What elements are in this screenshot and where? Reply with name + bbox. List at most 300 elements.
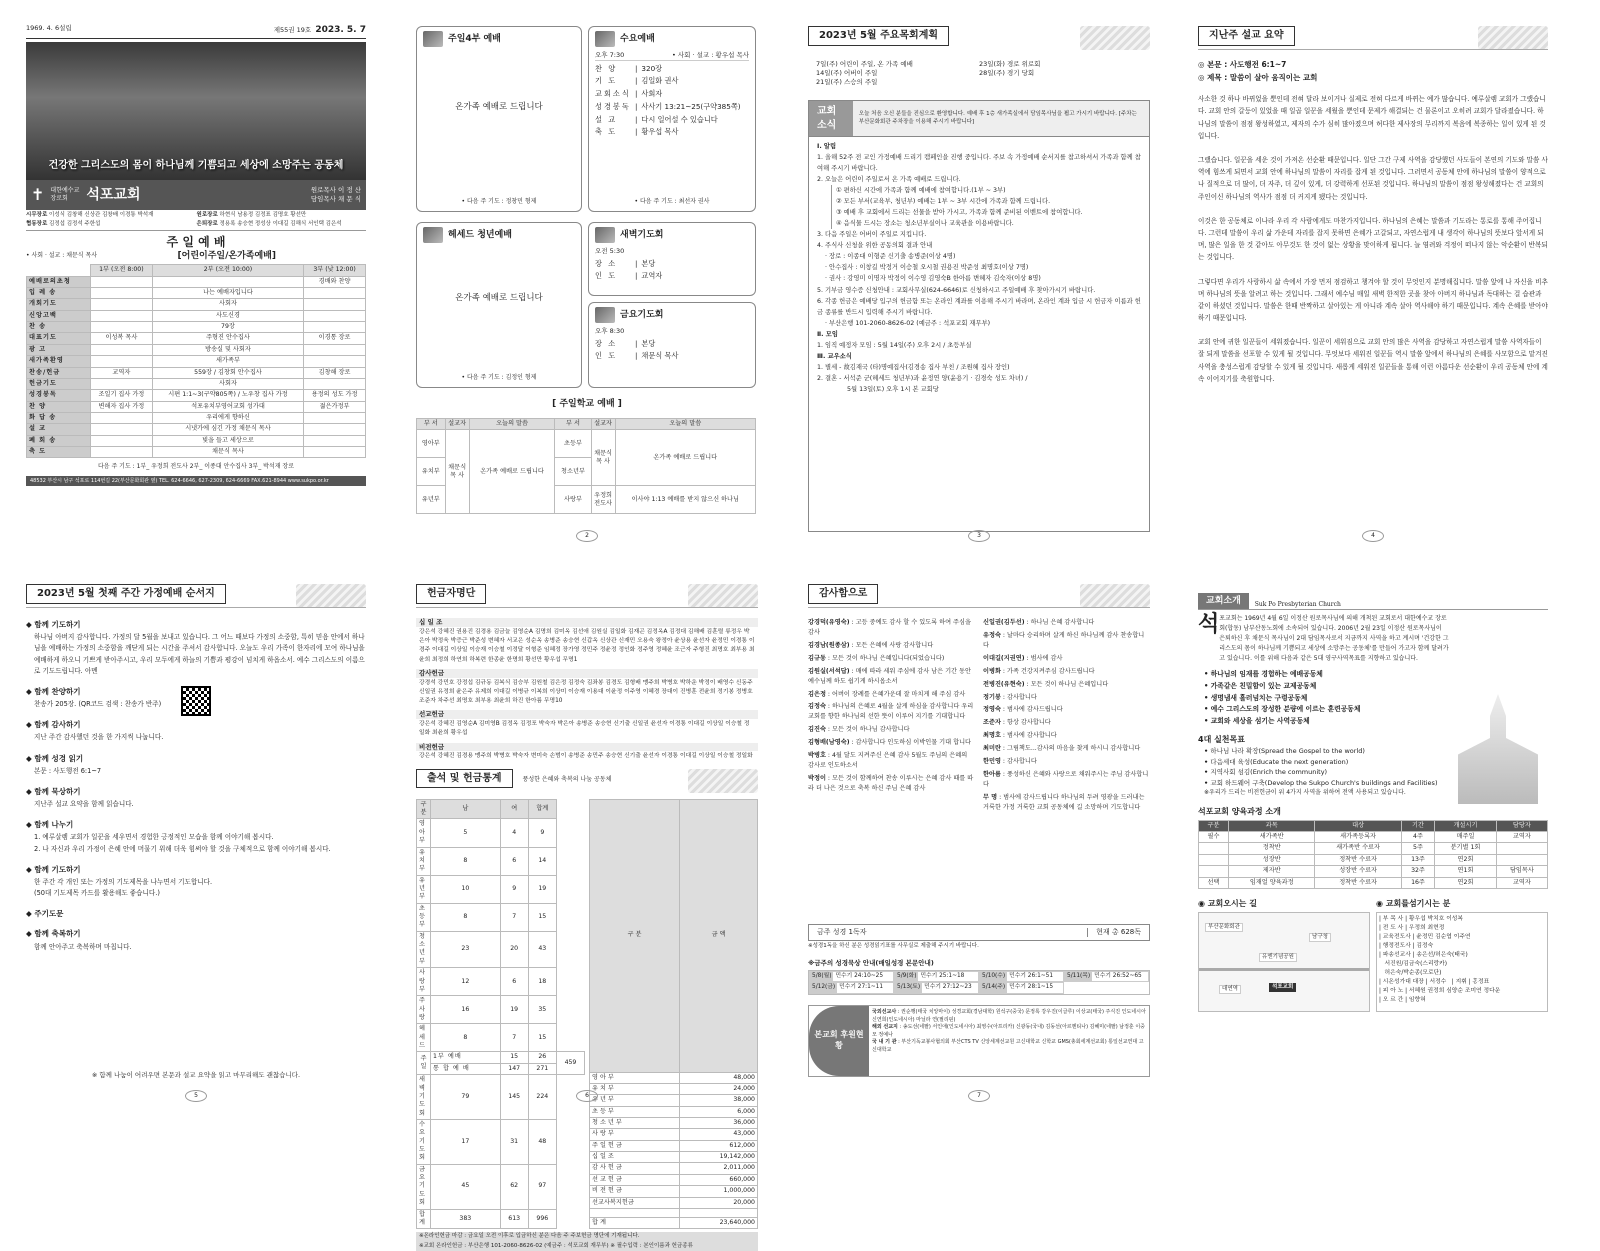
row-value: 김일화 권사 xyxy=(641,76,679,86)
att-cell: 996 xyxy=(528,1209,556,1229)
mission-row xyxy=(872,1009,1146,1024)
guide-date: 5/9(화) xyxy=(895,972,918,982)
thanks-entry xyxy=(983,744,1150,754)
off-cell: 영 아 부 xyxy=(590,1072,680,1083)
thanks-name: 김형배(남영숙) xyxy=(808,739,850,747)
thanks-sep: : xyxy=(825,690,832,698)
attendance-table xyxy=(416,799,585,1230)
mission-sep: : xyxy=(897,1024,903,1031)
thanks-name: 최명호 xyxy=(983,732,1001,740)
off-cell: 38,000 xyxy=(680,1095,758,1106)
b3-msg: 온가족 예배로 드립니다 xyxy=(455,293,543,303)
thanks-name: 이대길(지권연) xyxy=(983,654,1025,662)
order-value: 주형진 안수집사 xyxy=(152,333,303,344)
page-2-services xyxy=(416,26,758,544)
news-h3: Ⅲ. 교우소식 xyxy=(817,352,852,360)
col-2: 2부 (오전 10:00) xyxy=(152,265,303,276)
worship-order-row xyxy=(27,288,366,299)
edu-cell: 제자반 xyxy=(1229,866,1315,877)
offering-group-title: 비전헌금 xyxy=(416,743,758,752)
edu-cell: 16주 xyxy=(1401,877,1434,888)
worship-order-row xyxy=(27,447,366,458)
edu-cell: 매주일 xyxy=(1435,832,1497,843)
b2-time: 오후 7:30 xyxy=(595,51,625,59)
mission-row xyxy=(872,1024,1146,1039)
service-row xyxy=(595,127,749,137)
order-value: 새가족부 xyxy=(152,356,303,367)
worship-order-row xyxy=(27,412,366,423)
thanks-title: 감사함으로 xyxy=(808,584,878,604)
att-cell: 15 xyxy=(528,903,556,931)
thanks-sep: : xyxy=(825,726,832,734)
sarang-msg: 이사야 1:13 예배를 받지 않으신 하나님 xyxy=(615,486,755,514)
order-value xyxy=(91,276,153,287)
offering-group-title: 선교헌금 xyxy=(416,710,758,719)
worship-subtitle: [어린이주일/온가족예배] xyxy=(177,251,276,262)
service-row xyxy=(595,115,749,125)
thanks-text: 모든 것이 하나님 감사합니다 xyxy=(831,726,910,734)
home-step-body: 함께 안아주고 축복하며 마칩니다. xyxy=(34,942,132,951)
verse-label: 금주 성경 1독자 xyxy=(817,928,867,936)
order-value xyxy=(91,447,153,458)
online-note-1: ※온라인헌금 마감 : 금요일 오전 이후로 입금하신 분은 다음 주 주보헌금 명단에 기재됩니다. xyxy=(416,1232,758,1241)
staff2-label: 원로장로 xyxy=(196,212,218,219)
thanks-sep: : xyxy=(1000,667,1007,675)
serve-row: 서진원/김금숙(스리랑카) xyxy=(1379,960,1448,967)
prayer-icon xyxy=(595,307,615,323)
att-cell: 7 xyxy=(500,903,528,931)
service-row xyxy=(595,76,749,86)
att-cell: 4 xyxy=(500,819,528,847)
guide-text: 민수기 28:1~15 xyxy=(1009,984,1054,991)
news-title: 교회소식 xyxy=(809,101,853,136)
guide-text: 민수기 25:1~18 xyxy=(920,972,965,979)
thanks-text: 모든 것이 함께하여 찬송 이루시는 은혜 감사 때를 따라 더 나은 것으로 축복 하신 주님 은혜 감사 xyxy=(808,774,974,792)
home-step-body: 하나님 아버지 감사합니다. 가정의 달 5월을 보내고 있습니다. 그 어느 때보다 가정의 소중함, 특히 믿음 안에서 하나님을 예배하는 가정의 소중함을 깨닫게 되는 시간을 주셔서 감사합니다. 오늘도 우리 가족이 한자리에 모여 하나님을 예배하게 하오니 기쁘게 받아주시고, 우리 모두에게 하늘의 기쁨과 평강이 넘치게 하옵소서. 예수 그리스도의 이름으로 기도드립니다. 아멘 xyxy=(34,633,365,675)
order-item: 개회기도 xyxy=(27,299,91,310)
order-value: 교역자 xyxy=(91,367,153,378)
edu-head: 담당자 xyxy=(1496,820,1547,831)
order-value xyxy=(304,322,366,333)
thanks-entry xyxy=(983,705,1150,715)
order-item: 찬 양 xyxy=(27,401,91,412)
off-cell: 선교사복지헌금 xyxy=(590,1197,680,1208)
b1-title: 주일4부 예배 xyxy=(448,33,501,44)
edu-cell: 교역자 xyxy=(1496,877,1547,888)
staff1-label: 시무장로 xyxy=(26,212,48,219)
edu-head: 개설시기 xyxy=(1435,820,1497,831)
dept-l2: 유년부 xyxy=(417,486,446,514)
worship-order-table xyxy=(26,264,366,458)
att-cell: 5 xyxy=(431,819,501,847)
page-number-7: 7 xyxy=(968,1090,990,1102)
row-key: 축 도 xyxy=(595,127,618,137)
flower-deco-icon-3 xyxy=(688,584,758,608)
thanks-sep: : xyxy=(1000,693,1007,701)
att-cell: 헤 세 드 xyxy=(417,1024,431,1052)
worship-order-row xyxy=(27,424,366,435)
row-value: 본당 xyxy=(641,338,656,348)
thanks-sep: : xyxy=(997,793,1004,801)
edu-cell: 정착반 수료자 xyxy=(1315,854,1401,865)
guide-cell xyxy=(894,982,979,994)
thanks-name: 박병호 xyxy=(808,752,826,760)
order-value: 젊은가정부 xyxy=(304,401,366,412)
edu-cell: 13주 xyxy=(1401,854,1434,865)
off-cell: 24,000 xyxy=(680,1083,758,1094)
off-cell: 43,000 xyxy=(680,1129,758,1140)
thanks-sep: : xyxy=(849,667,856,675)
thanks-text: 가족 건강지켜주심 감사드립니다 xyxy=(1006,667,1095,675)
att-head: 여 xyxy=(500,799,528,819)
plan-item: 7일(주) 어린이 주일, 온 가족 예배 xyxy=(816,60,913,68)
staff1: 이성식 김창해 신상관 김창배 이경통 박석재 xyxy=(49,212,154,219)
thanks-sep: : xyxy=(1000,745,1007,753)
map-title xyxy=(1198,899,1370,910)
order-value xyxy=(152,276,303,287)
news-item: 1. 올해 52주 전 교인 가정예배 드리기 캠페인을 진행 중입니다. 주보 속 가정예배 순서지를 참고하셔서 가족과 함께 참여해 주시기 바랍니다. xyxy=(817,154,1141,173)
map-label: 부산문화회관 xyxy=(1205,923,1243,932)
thanks-text: 날마다 승리하며 살게 하신 하나님께 감사 찬송합니다 xyxy=(983,631,1145,649)
att-cell: 초 등 부 xyxy=(417,903,431,931)
page-3-news xyxy=(808,26,1150,544)
location-map[interactable] xyxy=(1198,912,1370,1012)
off-cell: 36,000 xyxy=(680,1118,758,1129)
serve-title xyxy=(1376,899,1548,910)
service-row xyxy=(595,89,749,99)
edu-cell: 정착반 수료자 xyxy=(1315,877,1401,888)
thanks-name: 김은정 xyxy=(808,690,826,698)
att-cell: 20 xyxy=(500,931,528,967)
thanks-name: 한아름 xyxy=(983,771,1001,779)
guide-date: 5/10(수) xyxy=(980,972,1007,982)
thanks-sep: : xyxy=(1000,631,1007,639)
goal-item: • 가족같은 친밀함이 있는 교제공동체 xyxy=(1204,681,1548,693)
off-cell: 십 일 조 xyxy=(590,1152,680,1163)
qr-code-icon[interactable] xyxy=(181,686,211,716)
worship-order-row xyxy=(27,435,366,446)
practice-item: • 교회 하드웨어 구축(Develop the Sukpo Church's buildings and Facilities) xyxy=(1204,778,1548,789)
thanks-name: 김경남(원종삼) xyxy=(808,641,850,649)
cross-logo-icon: ✝ xyxy=(31,185,45,205)
col-1: 1부 (오전 8:00) xyxy=(91,265,153,276)
order-value xyxy=(304,447,366,458)
order-item: 예배로의초청 xyxy=(27,276,91,287)
row-key: 인 도 xyxy=(595,351,618,361)
thanks-name: 김진숙 xyxy=(808,726,826,734)
edu-cell: 연2회 xyxy=(1435,854,1497,865)
row-key: 찬 양 xyxy=(595,63,618,73)
off-cell: 2,011,000 xyxy=(680,1163,758,1174)
thanks-text: 4월 달도 지켜주신 은혜 감사 5월도 주님의 은혜의 감사로 인도하소서 xyxy=(808,752,968,770)
off-cell: 1,000,000 xyxy=(680,1186,758,1197)
att-cell: 459 xyxy=(556,1052,584,1075)
guide-cell xyxy=(809,982,894,994)
guide-text: 민수기 26:1~51 xyxy=(1009,972,1054,979)
thanks-entry xyxy=(983,770,1150,790)
dept-r2: 사랑부 xyxy=(555,486,591,514)
order-value: 나는 예배자입니다 xyxy=(152,288,303,299)
school-right-preacher: 채문식 목 사 xyxy=(591,430,615,486)
home-step-body: 한 주간 각 개인 또는 가정의 기도제목을 나누면서 기도합니다. (50대 기도제목 카드를 활용해도 좋습니다.) xyxy=(34,877,213,898)
edu-title: 석포교회 양육과정 소개 xyxy=(1198,806,1281,816)
home-step-title: ◆ 함께 축복하기 xyxy=(26,929,366,939)
news-item: · 안수집사 : 이창길 박정거 이승철 오시철 권용진 박준성 최명호(이상 7명) xyxy=(825,264,1029,272)
thanks-text: 감사합니다 인도하심 이박인물 기대 합니다 xyxy=(855,739,972,747)
thanks-sep: : xyxy=(1000,771,1007,779)
b1-msg: 온가족 예배로 드립니다 xyxy=(455,102,543,112)
home-step-title: ◆ 함께 묵상하기 xyxy=(26,787,366,797)
sarang-preacher: 우정희 전도사 xyxy=(591,486,615,514)
offering-stats-table xyxy=(589,799,758,1230)
worship-order-row xyxy=(27,356,366,367)
row-sep: | xyxy=(635,351,638,361)
thanks-sep: : xyxy=(1000,719,1007,727)
att-cell: 합 계 xyxy=(417,1209,431,1229)
att-cell: 97 xyxy=(528,1164,556,1209)
vision-banner: 건강한 그리스도의 몸이 하나님께 기쁨되고 세상에 소망주는 공동체 xyxy=(48,159,344,171)
thanks-sep: : xyxy=(1024,654,1031,662)
att-cell: 18 xyxy=(528,968,556,996)
thanks-text: 감사합니다 xyxy=(1006,758,1037,766)
sermon-title: 지난주 설교 요약 xyxy=(1198,26,1295,46)
home-step-body: 본문 : 사도행전 6:1~7 xyxy=(34,766,102,775)
order-value: 사도신경 xyxy=(152,310,303,321)
page-number-3: 3 xyxy=(968,530,990,542)
home-step-body: 1. 예루살렘 교회가 일꾼을 세우면서 경험한 긍정적인 모습을 함께 이야기해 봅시다. 2. 나 자신과 우리 가정이 은혜 안에 머물기 위해 더욱 힘써야 할 것을 구체적으로 함께 이야기해 봅시다. xyxy=(34,833,331,853)
verse-note: ※성경1독을 하신 분은 성경읽기표를 사무실로 제출해 주시기 바랍니다. xyxy=(808,943,979,950)
member-news-3: 5월 13일(토) 오후 1시 본 교회당 xyxy=(847,385,939,393)
mission-key: 국 내 기 관 xyxy=(872,1039,897,1046)
edu-cell xyxy=(1496,854,1547,865)
serve-row: | 교육전도사 | 윤정민 김순엽 이주연 xyxy=(1379,933,1471,940)
news-item: ② 모든 부서(교육부, 청년부) 예배는 1부 ~ 3부 시간에 가족과 함께 드립니다. xyxy=(831,196,1141,207)
thanks-entry xyxy=(983,618,1150,628)
map-label: 석포교회 xyxy=(1269,983,1296,992)
off-cell: 사 랑 부 xyxy=(590,1129,680,1140)
edu-cell: 성장반 xyxy=(1229,854,1315,865)
order-item: 새가족환영 xyxy=(27,356,91,367)
order-value xyxy=(91,435,153,446)
news-item: ③ 예배 후 교회에서 드리는 선물을 받아 가시고, 가족과 함께 준비된 이벤트에 참여합니다. xyxy=(831,207,1141,218)
att-cell: 새 벽 기 도 회 xyxy=(417,1075,431,1120)
att-cell: 금 요 기 도 회 xyxy=(417,1164,431,1209)
home-step-title: ◆ 함께 기도하기 xyxy=(26,865,366,875)
col-3: 3부 (낮 12:00) xyxy=(304,265,366,276)
verse-total: 현재 총 628독 xyxy=(1087,928,1141,937)
church-name: 석포교회 xyxy=(86,186,141,203)
mission-sep: : xyxy=(896,1009,902,1016)
edu-cell xyxy=(1199,854,1229,865)
dawn-icon xyxy=(595,227,615,243)
off-cell xyxy=(680,1208,758,1217)
page-number-5: 5 xyxy=(185,1090,207,1102)
att-cell: 10 xyxy=(431,875,501,903)
practice-note: ※우리가 드리는 비전헌금이 위 4가지 사역을 위하여 전액 사용되고 있습니다. xyxy=(1204,788,1406,796)
news-item: · 권사 : 강영미 이명자 박정이 이수영 김영숙B 한아름 변혜자 김숙자(이상 8명) xyxy=(825,275,1041,283)
map-title-text: 교회오시는 길 xyxy=(1207,898,1257,908)
off-cell: 유 년 부 xyxy=(590,1095,680,1106)
thanks-name: 김원실(서석답) xyxy=(808,667,850,675)
guide-date: 5/12(금) xyxy=(810,983,837,993)
order-value xyxy=(304,424,366,435)
page-8-intro xyxy=(1198,584,1548,1104)
worship-title: 주 일 예 배 xyxy=(166,234,226,249)
dept-l0: 영아부 xyxy=(417,430,446,458)
intro-big-letter: 석 xyxy=(1198,612,1220,637)
att-cell: 8 xyxy=(431,903,501,931)
order-value: 79장 xyxy=(152,322,303,333)
intro-title: 교회소개 xyxy=(1198,593,1249,609)
att-cell: 주 사 랑 xyxy=(417,996,431,1024)
off-cell: 주 일 헌 금 xyxy=(590,1140,680,1151)
established-date: 1969. 4. 6설립 xyxy=(26,24,72,32)
thanks-name: 조준자 xyxy=(983,719,1001,727)
thanks-sep: : xyxy=(825,752,832,760)
thanks-entry xyxy=(983,757,1150,767)
att-cell: 15 xyxy=(528,1024,556,1052)
att-cell: 8 xyxy=(431,1024,501,1052)
thanks-name: 김규동 xyxy=(808,654,826,662)
thanks-name: 신일권(김두선) xyxy=(983,619,1025,626)
school-head-cell: 설교자 xyxy=(445,419,469,430)
att-cell: 7 xyxy=(500,1024,528,1052)
off-cell: 감 사 헌 금 xyxy=(590,1163,680,1174)
member-news-2: 2. 결혼 - 서석준 군(헤세드 청년부)과 윤정연 양(윤용기 · 김경숙 성도 차녀) / xyxy=(817,374,1028,382)
pastor-emeritus: 원로목사 이 정 산 xyxy=(310,186,361,195)
thanks-entry xyxy=(808,751,975,771)
guide-text: 민수기 26:52~65 xyxy=(1094,972,1142,979)
guide-title: ※금주의 성경묵상 안내(매일성경 본문안내) xyxy=(808,958,934,967)
thanks-name: 정영숙 xyxy=(983,706,1001,714)
mission-value: 권순행(태국 치앙마이) 성경교회(경남대학) 원석구(중국) 문정록 강우진(이글루) 이상교(태국) 주식진 인도네시아 신연희(인도네시아) 마닐라 연(필리핀) xyxy=(872,1009,1146,1023)
senior-pastor: 담임목사 채 문 식 xyxy=(310,195,361,204)
guide-cell xyxy=(979,971,1064,983)
thanks-entry xyxy=(808,654,975,664)
sermon-paragraph: 그렇다면 우리가 사랑하시 삶 속에서 가장 먼저 점검하고 챙겨야 할 것이 무엇인지 분명해집니다. 말씀 앞에 나 자신을 비추며 하나님의 뜻을 알려고 하는 것입니다. 그래서 예수님 매일 새벽 한적한 곳을 찾아 아버지 하나님과 독대하는 걸 습관과 같이 하셨던 것입니다. 말씀은 한때 반짝하고 살아있는 게 아니라 계속 살아 역사해야 하기 때문입니다. 계속 은혜를 받아야 하기 때문입니다. xyxy=(1198,277,1548,323)
serve-row: | 피 아 노 | 서혜원 권정희 심양순 조미연 정다운 xyxy=(1379,987,1501,994)
home-step-title: ◆ 주기도문 xyxy=(26,909,366,919)
order-value: 용정의 성도 가정 xyxy=(304,390,366,401)
b3-next: • 다음 주 기도 : 김정인 형제 xyxy=(461,373,537,381)
plan-item: 28일(주) 경기 당회 xyxy=(979,68,1035,77)
serve-row: | 오 르 간 | 임향혀 xyxy=(1379,996,1426,1003)
mission-sep: : xyxy=(896,1039,902,1046)
order-value: 우리에게 향하신 xyxy=(152,412,303,423)
att-cell: 통 합 예 배 xyxy=(431,1063,501,1074)
thanks-text: 범사에 감사드립니다 하나님의 두려 영광을 드러내는 거룩한 가정 거룩한 교회 공동체에 길 소망하며 기도합니다 xyxy=(983,793,1145,811)
edu-cell: 32주 xyxy=(1401,866,1434,877)
row-sep: | xyxy=(635,127,638,137)
row-value: 본당 xyxy=(641,258,656,268)
thanks-text: 풍성하신 은혜와 사랑으로 채워주시는 주님 감사합니다 xyxy=(983,771,1149,788)
sermon-paragraph: 교회 안에 귀한 일꾼들이 세워졌습니다. 일꾼이 세워짐으로 교회 안의 많은 사역을 감당하고 자연스럽게 말씀 사역자들이 잘 되게 말씀을 선포할 수 있게 될 것입니다. 무엇보다 세워진 일꾼들 역시 말씀 앞에서 하나님의 은혜를 사모함으로 맡겨진 사역을 충성스럽게 감당할 수 있게 될 것입니다. 새롭게 세워진 일꾼들을 통해 이런 아름다운 선순환이 우리 공동체 안에 계속 이어지기를 축원합니다. xyxy=(1198,338,1548,383)
att-cell: 26 xyxy=(528,1052,556,1063)
dept-r0: 초등부 xyxy=(555,430,591,458)
home-worship-title: 2023년 5월 첫째 주간 가정예배 순서지 xyxy=(26,584,226,604)
thanks-text: 하나님의 은혜로 4월을 살게 하심을 감사합니다 우리교회를 향한 하나님의 선한 뜻이 이루어 지기를 기대합니다 xyxy=(808,703,974,721)
serve-row: | 시온성가대 대장 | 서정수 | 지휘 | 홍정표 xyxy=(1379,978,1490,985)
page-7-thanks xyxy=(808,584,1150,1104)
att-cell: 17 xyxy=(431,1119,501,1164)
b2-next: • 다음 주 기도 : 최선자 권사 xyxy=(634,197,710,205)
edu-head: 대상 xyxy=(1315,820,1401,831)
serve-row: | 행정전도사 | 김정숙 xyxy=(1379,942,1434,949)
order-value: 사회자 xyxy=(152,378,303,389)
service-row xyxy=(595,271,749,281)
att-cell: 224 xyxy=(528,1075,556,1120)
thanks-name: 강경덕(유영숙) xyxy=(808,619,850,626)
att-cell: 23 xyxy=(431,931,501,967)
row-value: 교역자 xyxy=(641,271,663,281)
news-h2: Ⅱ. 모임 xyxy=(817,330,838,338)
serve-row: 허은숙/박순종(모로단) xyxy=(1379,969,1442,976)
home-worship-foot: ※ 함께 나눔이 어려우면 본문과 설교 요약을 읽고 마무리해도 괜찮습니다. xyxy=(91,1071,301,1080)
row-key: 기 도 xyxy=(595,76,618,86)
off-cell: 초 등 부 xyxy=(590,1106,680,1117)
edu-cell: 성장반 수료자 xyxy=(1315,866,1401,877)
goal-item: • 하나님의 임재를 경험하는 예배공동체 xyxy=(1204,669,1548,681)
denomination: 대한예수교 장로회 xyxy=(50,187,80,203)
map-label: 남구청 xyxy=(1309,933,1331,942)
att-cell: 유 치 부 xyxy=(417,847,431,875)
thanks-entry xyxy=(983,731,1150,741)
off-head: 구 분 xyxy=(590,799,680,1072)
guide-cell xyxy=(809,971,894,983)
offering-group-names: 강은석 강혜진 김경용 맹주희 박병호 박숙자 변미숙 손범이 송병준 송민주 송승현 신기출 윤선자 이경통 이대길 이상일 이승철 정일화 xyxy=(419,753,753,760)
thanks-text: 그림책도...감사의 마음을 찾게 하시니 감사합니다 xyxy=(1006,745,1141,753)
home-step-title: ◆ 함께 감사하기 xyxy=(26,720,366,730)
guide-date: 5/11(목) xyxy=(1065,972,1092,982)
off-cell: 6,000 xyxy=(680,1106,758,1117)
off-cell: 유 치 부 xyxy=(590,1083,680,1094)
thanks-name: 정기봉 xyxy=(983,693,1001,701)
off-cell: 48,000 xyxy=(680,1072,758,1083)
thanks-text: 모든 은혜에 사랑 감사합니다 xyxy=(855,641,934,649)
thanks-text: 범사에 감사 xyxy=(1030,654,1063,662)
off-cell xyxy=(590,1208,680,1217)
edu-cell xyxy=(1496,843,1547,854)
b3-title: 헤세드 청년예배 xyxy=(448,229,512,240)
att-cell: 청 소 년 부 xyxy=(417,931,431,967)
row-key: 장 소 xyxy=(595,258,618,268)
edu-cell: 선택 xyxy=(1199,877,1229,888)
sermon-paragraph: 이것은 한 공동체로 이나라 우리 각 사람에게도 마찬가지입니다. 하나님의 은혜는 말씀과 기도라는 통로를 통해 주어집니다. 그런데 말씀이 우리 삶 가운데 자리를 잡지 못하면 은혜가 고갈되고, 자연스럽게 내 생각이 하나님의 뜻보다 앞서게 되며, 많은 일을 한 것 같아도 아무것도 한 것이 없는 상황을 맞이하게 됩니다. 늘 염려와 걱정이 떠나지 않는 악순환이 반복되는 것입니다. xyxy=(1198,216,1548,262)
issue-date: 2023. 5. 7 xyxy=(315,25,366,35)
service-row xyxy=(595,259,749,269)
att-cell: 수 요 기 도 회 xyxy=(417,1119,431,1164)
news-item: 4. 주식사 신청을 위한 공동의회 결과 안내 xyxy=(817,242,933,250)
worship-order-row xyxy=(27,333,366,344)
edu-cell xyxy=(1199,843,1229,854)
att-cell: 8 xyxy=(431,847,501,875)
row-sep: | xyxy=(635,271,638,281)
order-value: 김창해 장로 xyxy=(304,367,366,378)
order-value xyxy=(91,344,153,355)
thanks-name: 한민영 xyxy=(983,758,1001,766)
order-item: 광 고 xyxy=(27,344,91,355)
att-head: 남 xyxy=(431,799,501,819)
att-cell: 1부 예배 xyxy=(431,1052,501,1063)
off-cell: 612,000 xyxy=(680,1140,758,1151)
map-label: 유엔기념공원 xyxy=(1259,953,1297,962)
thanks-sep: : xyxy=(825,654,832,662)
off-cell: 청 소 년 부 xyxy=(590,1118,680,1129)
guide-cell xyxy=(894,971,979,983)
staff4: 정용록 송승현 정성상 이대길 김해식 서인택 김은석 xyxy=(219,220,342,227)
order-value: 사회자 xyxy=(152,299,303,310)
footer-address: 48532 부산시 남구 석포로 114번길 22(부산문화회관 옆) TEL. 624-6646, 627-2309, 624-6669 FAX.621-8944 www.sukpo.or.kr xyxy=(26,476,366,487)
